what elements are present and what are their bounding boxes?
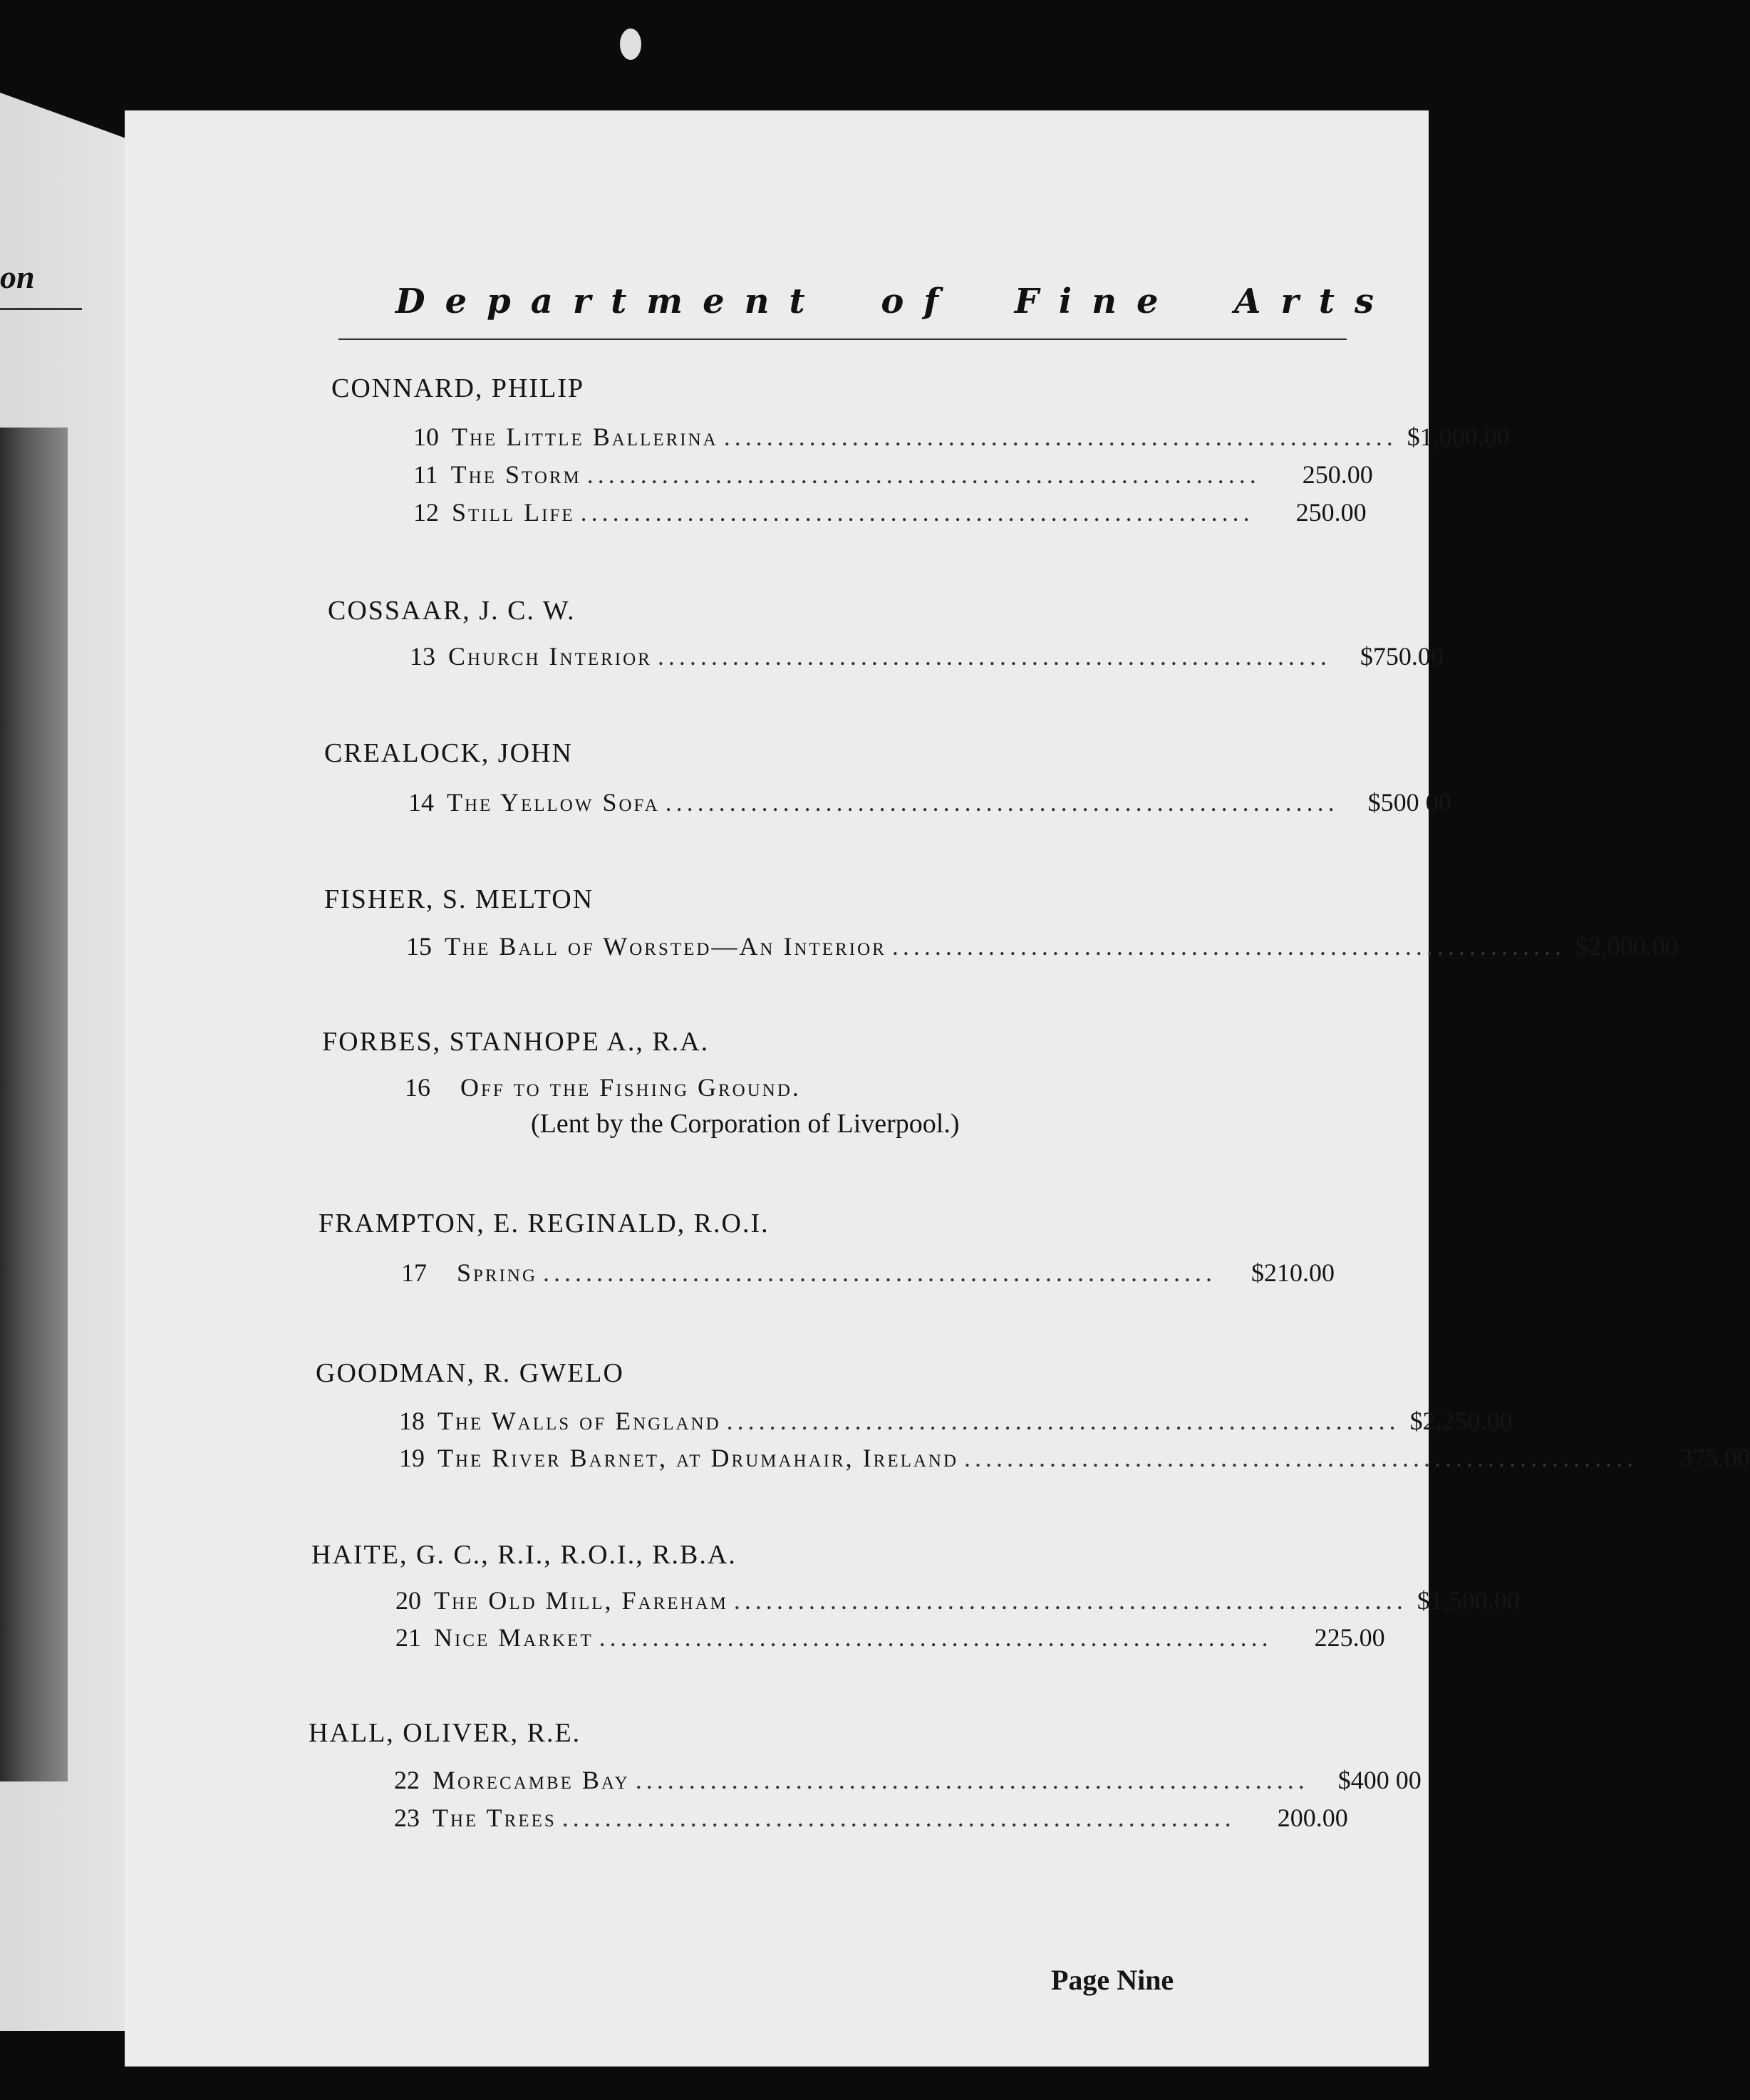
entry-title: The Little Ballerina <box>452 423 718 451</box>
entry-title: Off to the Fishing Ground. <box>460 1073 801 1102</box>
leader-dots: ............................................................... <box>657 642 1331 671</box>
leader-dots: ............................................................... <box>543 1258 1217 1287</box>
entry-title: The Storm <box>450 460 581 489</box>
leader-dots: ............................................................... <box>723 423 1397 451</box>
entry-title: The River Barnet, at Drumahair, Ireland <box>438 1444 959 1472</box>
catalog-entry <box>399 1443 1750 1473</box>
page-number: Page Nine <box>1051 1964 1174 1996</box>
leader-dots: ............................................................... <box>733 1586 1407 1615</box>
catalog-entry <box>399 1406 1513 1436</box>
entry-number: 13 <box>410 642 435 671</box>
scan-speck <box>620 29 641 60</box>
entry-number: 11 <box>413 460 438 489</box>
catalog-entry <box>394 1803 1348 1833</box>
entry-price: 250.00 <box>1295 498 1367 527</box>
entry-title: The Yellow Sofa <box>447 788 660 817</box>
leader-dots: ............................................................... <box>726 1407 1400 1435</box>
leader-dots: ............................................................... <box>635 1766 1309 1794</box>
catalog-entry <box>410 641 1444 671</box>
artist-name: CONNARD, PHILIP <box>331 373 585 403</box>
entry-number: 15 <box>406 932 432 961</box>
entry-number: 14 <box>408 788 434 817</box>
entry-number: 23 <box>394 1804 420 1832</box>
entry-number: 17 <box>401 1258 427 1287</box>
leader-dots: ............................................................... <box>599 1623 1273 1652</box>
leader-dots: ............................................................... <box>586 460 1260 489</box>
entry-price: 200.00 <box>1277 1804 1348 1832</box>
left-page-header-fragment: on <box>0 259 35 295</box>
catalog-entry <box>413 460 1373 490</box>
artist-name: GOODMAN, R. GWELO <box>316 1358 624 1388</box>
catalog-page <box>125 110 1750 2067</box>
entry-price: $210.00 <box>1251 1258 1335 1287</box>
entry-title: The Walls of England <box>438 1407 721 1435</box>
artist-name: FISHER, S. MELTON <box>324 884 594 914</box>
artist-name: CREALOCK, JOHN <box>324 738 573 768</box>
entry-number: 18 <box>399 1407 425 1435</box>
leader-dots: ............................................................... <box>891 932 1565 961</box>
catalog-entry <box>408 787 1451 817</box>
entry-number: 12 <box>413 498 439 527</box>
entry-title: The Ball of Worsted—An Interior <box>445 932 886 961</box>
entry-price: $2,000.00 <box>1575 932 1678 961</box>
entry-price: $500 00 <box>1367 788 1451 817</box>
artist-name: COSSAAR, J. C. W. <box>328 596 576 626</box>
entry-title: Morecambe Bay <box>433 1766 630 1794</box>
entry-title: Nice Market <box>434 1623 594 1652</box>
artist-name: HALL, OLIVER, R.E. <box>309 1718 581 1748</box>
entry-title: The Trees <box>433 1804 556 1832</box>
left-page-photo <box>0 428 68 1781</box>
leader-dots: ............................................................... <box>665 788 1339 817</box>
catalog-entry <box>413 422 1510 452</box>
catalog-entry <box>406 931 1678 961</box>
entry-price: 250.00 <box>1302 460 1373 489</box>
catalog-entry <box>413 497 1367 527</box>
entry-title: Still Life <box>452 498 575 527</box>
entry-price: 225.00 <box>1314 1623 1385 1652</box>
entry-title: Church Interior <box>448 642 652 671</box>
entry-price: $750.00 <box>1360 642 1444 671</box>
loan-note: (Lent by the Corporation of Liverpool.) <box>531 1109 960 1139</box>
catalog-entry <box>395 1623 1385 1652</box>
entry-title: The Old Mill, Fareham <box>434 1586 728 1615</box>
leader-dots: ............................................................... <box>561 1804 1236 1832</box>
entry-price: $1,500.00 <box>1417 1586 1520 1615</box>
entry-price: $400 00 <box>1337 1766 1422 1794</box>
entry-price: $1,000.00 <box>1407 423 1510 451</box>
left-page-rule <box>0 308 82 310</box>
catalog-entry <box>401 1258 1335 1288</box>
entry-number: 21 <box>395 1623 421 1652</box>
leader-dots: ............................................................... <box>580 498 1254 527</box>
entry-price: 375.00 <box>1679 1444 1750 1472</box>
entry-title: Spring <box>457 1258 538 1287</box>
entry-number: 22 <box>394 1766 420 1794</box>
artist-name: FORBES, STANHOPE A., R.A. <box>322 1027 710 1057</box>
catalog-entry <box>394 1765 1422 1795</box>
title-rule <box>338 338 1347 340</box>
entry-price: $2,250.00 <box>1409 1407 1513 1435</box>
entry-number: 20 <box>395 1586 421 1615</box>
artist-name: FRAMPTON, E. REGINALD, R.O.I. <box>319 1209 770 1238</box>
artist-name: HAITE, G. C., R.I., R.O.I., R.B.A. <box>311 1540 737 1570</box>
entry-number: 19 <box>399 1444 425 1472</box>
catalog-entry <box>405 1072 1331 1102</box>
leader-dots: ............................................................... <box>964 1444 1638 1472</box>
catalog-entry <box>395 1586 1520 1615</box>
entry-number: 10 <box>413 423 439 451</box>
entry-number: 16 <box>405 1073 430 1102</box>
department-title: Department of Fine Arts <box>395 281 1394 321</box>
